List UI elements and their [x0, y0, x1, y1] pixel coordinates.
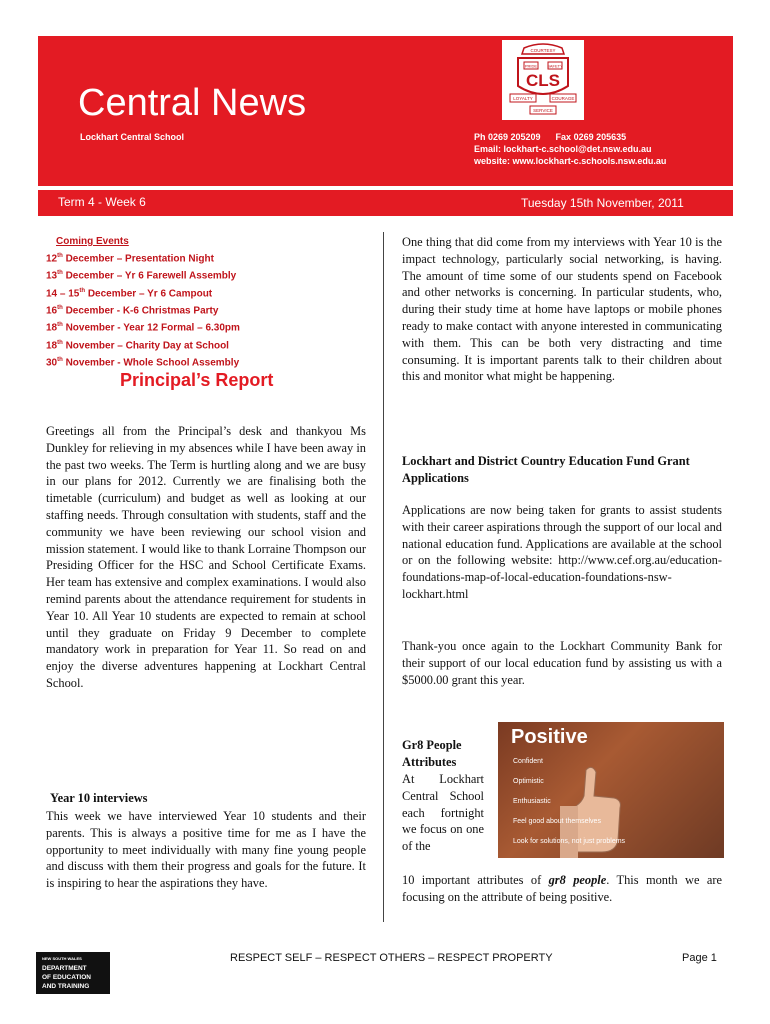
event-item: 13th December – Yr 6 Farewell Assembly — [46, 270, 237, 282]
footer-motto: RESPECT SELF – RESPECT OTHERS – RESPECT PROPERTY — [230, 952, 553, 964]
gr8-heading: Gr8 People Attributes — [402, 738, 462, 769]
nsw-education-logo: NEW SOUTH WALES DEPARTMENT OF EDUCATION AND TRAINING — [36, 952, 110, 994]
principal-report-heading: Principal’s Report — [120, 370, 274, 390]
positive-image-title: Positive — [511, 726, 588, 748]
event-item: 18th November – Charity Day at School — [46, 339, 229, 351]
thanks-paragraph: Thank-you once again to the Lockhart Community Bank for their support of our local education fund by assisting us with a $5000.00 grant this year. — [402, 639, 722, 687]
page-number: Page 1 — [682, 952, 717, 964]
positive-item: Confident — [513, 758, 543, 765]
fund-heading: Lockhart and District Country Education Fund Grant Applications — [402, 454, 690, 485]
coming-events — [46, 234, 376, 370]
logo-word-courtesy: COURTESY — [530, 48, 556, 53]
term-label: Term 4 - Week 6 — [58, 195, 146, 209]
logo-word-service: SERVICE — [533, 108, 553, 113]
positive-item: Feel good about themselves — [513, 818, 601, 825]
logo-word-loyalty: LOYALTY — [513, 96, 533, 101]
logo-word-pride: PRIDE — [524, 63, 538, 69]
newsletter-title: Central News — [78, 82, 307, 124]
school-logo — [502, 40, 584, 120]
positive-item: Enthusiastic — [513, 798, 551, 805]
positive-attributes-image — [498, 722, 724, 858]
issue-date: Tuesday 15th November, 2011 — [521, 196, 684, 210]
column-divider — [383, 232, 384, 922]
positive-item: Look for solutions, not just problems — [513, 838, 626, 845]
school-name: Lockhart Central School — [80, 132, 185, 142]
fund-body: Applications are now being taken for grants to assist students with their career aspirations through the support of our local and national education fund. Applications are available at the school or on the following website: http://www.cef.org.au/education-foundations-map-of-local-education-foundations-nsw-lockhart.html — [402, 503, 722, 601]
event-item: 18th November - Year 12 Formal – 6.30pm — [46, 322, 240, 334]
contact-email: Email: lockhart-c.school@det.nsw.edu.au — [474, 144, 652, 154]
year10-body: This week we have interviewed Year 10 students and their parents. This is always a positive time for me as I have the opportunity to meet individually with many fine young people and discuss with them their progress and goals for the future. It is inspiring to hear the aspirations they have. — [46, 809, 366, 891]
logo-monogram: CLS — [526, 71, 560, 90]
event-item: 14 – 15th December – Yr 6 Campout — [46, 287, 213, 299]
logo-word-courage: COURAGE — [551, 96, 575, 101]
event-item: 12th December – Presentation Night — [46, 253, 214, 265]
event-item: 16th December - K-6 Christmas Party — [46, 304, 219, 317]
contact-website: website: www.lockhart-c.schools.nsw.edu.au — [474, 156, 667, 166]
logo-word-safety: SAFETY — [547, 63, 563, 69]
year10-heading: Year 10 interviews — [50, 791, 148, 805]
coming-events-heading: Coming Events — [56, 236, 129, 247]
contact-phone: Ph 0269 205209 Fax 0269 205635 — [474, 132, 627, 142]
contact-details — [474, 131, 666, 167]
technology-paragraph: One thing that did come from my interviews with Year 10 is the impact technology, particularly social networking, is having. The amount of time some of our students spend on Facebook and other networks is concerning. In particular students, who, during their study time at home have laptops or mobile phones ready to make contact with anyone interested in communicating with them. This can be both very distracting and time consuming. It is important parents talk to their children about this and monitor what might be happening. — [402, 235, 722, 384]
gr8-body: At Lockhart Central School each fortnight we focus on one of the — [402, 772, 484, 854]
positive-item: Optimistic — [513, 778, 544, 785]
principal-report-body: Greetings all from the Principal’s desk and thankyou Ms Dunkley for relieving in my absences while I have been away in the past two weeks. The Term is hurtling along and we are busy in our plans for 2012. Currently we are finalising both the timetable (curriculum) and budget as well as looking at our staffing needs. Through consultation with students, staff and the community we have been reviewing our school vision and mission statement. I would like to thank Lorraine Thompson our Presiding Officer for the HSC and School Certificate Exams. Her team has extensive and complex examinations. I would also remind parents about the attendance requirement for students in Year 10. All Year 10 students are expected to remain at school until they graduate on Friday 9 December to complete mandatory work in preparation for Year 11. So read on and enjoy the diverse adventures happening at Lockhart Central School. — [46, 424, 366, 690]
event-item: 30th November - Whole School Assembly — [46, 356, 240, 369]
school-crest-icon — [502, 40, 584, 120]
gr8-continued: 10 important attributes of gr8 people. This month we are focusing on the attribute of being positive. — [402, 873, 722, 904]
